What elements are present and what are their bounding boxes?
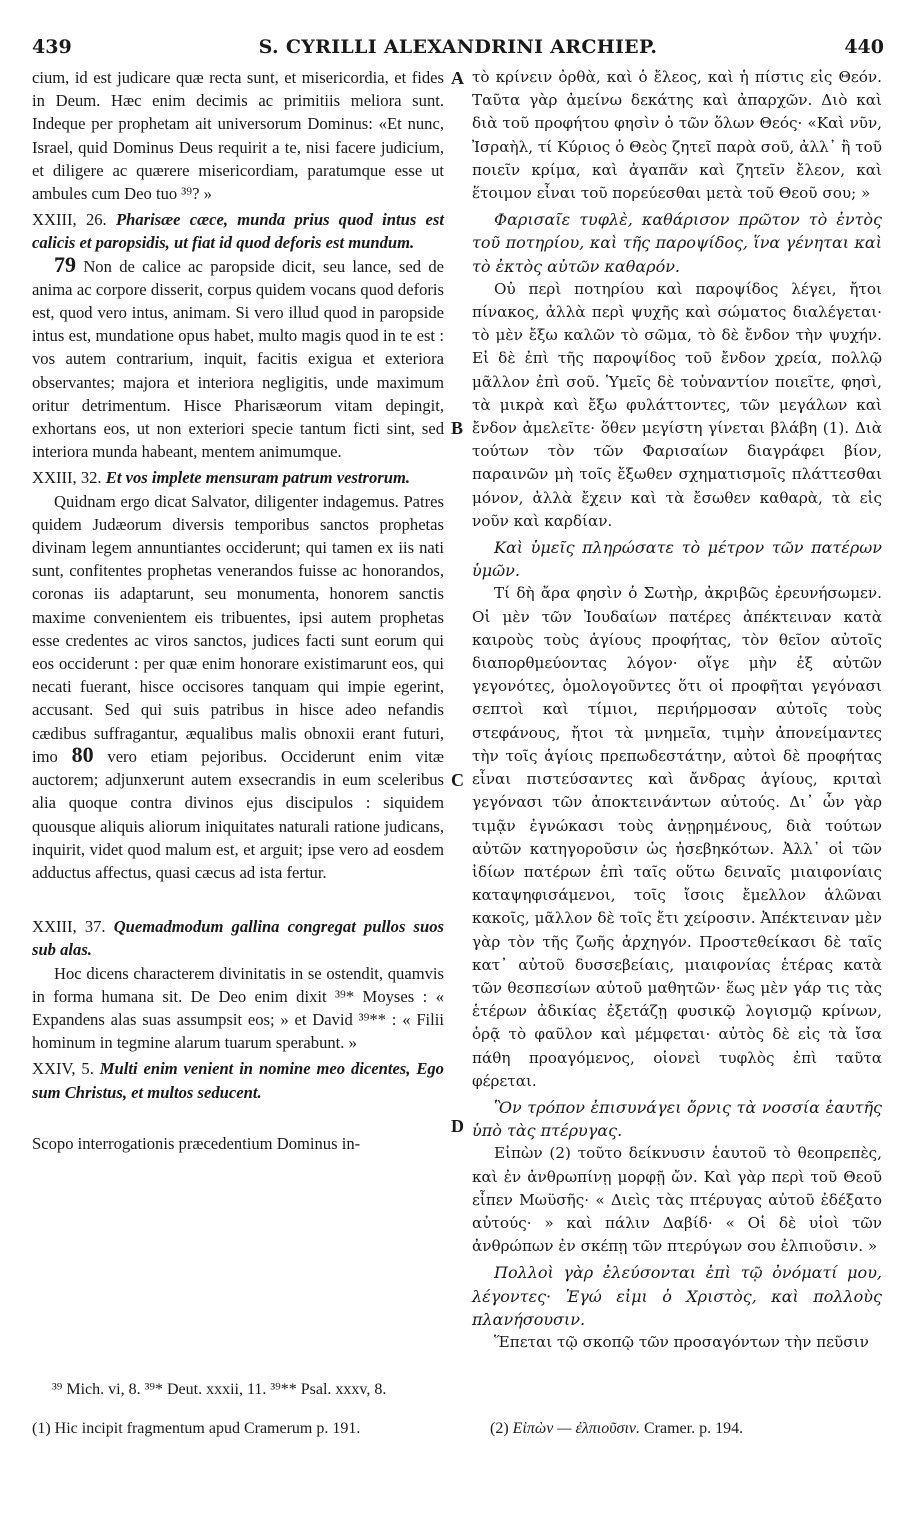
- lemma-reference: XXIV, 5.: [32, 1059, 94, 1079]
- greek-lemma: Πολλοὶ γὰρ ἐλεύσονται ἐπὶ τῷ ὀνόματί μου, λέγοντες· Ἐγώ εἰμι ὁ Χριστὸς, καὶ πολλοὺς πλανήσουσιν.: [472, 1263, 882, 1329]
- column-number-79: 79: [54, 251, 76, 277]
- lemma-reference: XXIII, 32.: [32, 468, 102, 488]
- lemma-text: Quemadmodum gallina congregat pullos suos sub alas.: [32, 917, 444, 960]
- latin-paragraph: cium, id est judicare quæ recta sunt, et misericordia, et fides in Deum. Hæc enim decimis ac primitiis meliora sunt. Indeque per prophetam ait universorum Dominus: «Et nunc, Israel, quid Dominus Deus requirit a te, nisi facere judicium, et diligere ac quærere misericordiam, paratumque esse ut ambules cum Deo tuo ³⁹? »: [32, 68, 444, 204]
- margin-letter-d: D: [451, 1116, 464, 1136]
- latin-paragraph-text: vero etiam pejoribus. Occiderunt enim vitæ auctorem; adjunxerunt autem exsecrandis in eum sceleribus alia quoque contra divinos ejus discipulos : siquidem quousque aliquis aliorum iniquitates naturali ratione judicans, inquirit, videt quod malum est, et arguit; ipse vero ad eosdem adductus affectus, quasi cæcus ad ista fertur.: [32, 746, 444, 882]
- margin-letter-c: C: [451, 770, 464, 790]
- page-number-right: 440: [844, 36, 884, 58]
- lemma-reference: XXIII, 37.: [32, 917, 106, 937]
- greek-lemma: Ὃν τρόπον ἐπισυνάγει ὄρνις τὰ νοσσία ἑαυτῆς ὑπὸ τὰς πτέρυγας.: [472, 1097, 882, 1141]
- column-number-80: 80: [71, 741, 94, 767]
- margin-letter-a: A: [451, 68, 464, 88]
- latin-lemma: [32, 466, 444, 489]
- latin-paragraph: [32, 490, 444, 884]
- lemma-text: Pharisæe cæce, munda prius quod intus est calicis et paropsidis, ut fiat id quod deforis est mundum.: [32, 210, 444, 253]
- latin-paragraph-text: Quidnam ergo dicat Salvator, diligenter indagemus. Patres quidem Judæorum diversis temporibus sanctos prophetas divinam legem annuntiantes occiderunt; qui tamen ex iis nati sunt, confitentes prophetas venerandos fuisse ac honorandos, coronas iis adaptarunt, seu monumenta, honorem sanctis maxime convenientem eis tribuentes, ipsi autem prophetas esse credentes ac viros sanctos, judices facti sunt eorum qui eos occiderunt : per quæ enim honorare existimarunt eos, qui necati fuerant, hisce occisores tanquam qui impie egerint, accusant. Sed qui suis patribus in hisce adeo nefandis cædibus suffragantur, æqualibus malis obnoxii erant futuri, imo: [32, 491, 444, 766]
- latin-lemma: [32, 208, 444, 254]
- running-header: [32, 36, 884, 62]
- scripture-references: ³⁹ Mich. vi, 8. ³⁹* Deut. xxxii, 11. ³⁹** Psal. xxxv, 8.: [52, 1381, 387, 1398]
- footnote-right: [490, 1418, 890, 1440]
- lemma-text: Multi enim venient in nomine meo dicentes, Ego sum Christus, et multos seducent.: [32, 1059, 444, 1102]
- greek-paragraph: Οὐ περὶ ποτηρίου καὶ παροψίδος λέγει, ἤτοι πίνακος, ἀλλὰ περὶ ψυχῆς καὶ σώματος διαλέγεται· τὸ μὲν ἔξω καλῶν τὸ σῶμα, τὸ δὲ ἔνδον τὴν ψυχήν. Εἰ δὲ ἐπὶ τῆς παροψίδος τοῦ ἔνδον χρεία, πολλῷ μᾶλλον ἐπὶ σοῦ. Ὑμεῖς δὲ τοὐναντίον ποιεῖτε, φησὶ, τὰ μικρὰ καὶ ἔξω φυλάττοντες, τῶν μεγάλων καὶ ἔνδον ἀμελεῖτε· ὅθεν μεγίστη γίνεται βλάβη (1). Διὰ τούτων τὸν τῶν Φαρισαίων διαγράφει βίον, παραινῶν μὴ τοῖς ἔξωθεν σχηματισμοῖς πλάττεσθαι μόνον, ἀλλὰ ἔχειν καὶ τὰ ἔσωθεν καθαρὰ, τὰ εἰς νοῦν καὶ καρδίαν.: [472, 279, 882, 530]
- latin-lemma: [32, 1057, 444, 1103]
- footnote-quoted-range: Εἰπὼν — ἐλπιοῦσιν.: [512, 1420, 640, 1437]
- latin-paragraph: [32, 251, 444, 464]
- latin-paragraph: Scopo interrogationis præcedentium Dominus in-: [32, 1133, 361, 1153]
- footnote-marker: (2): [490, 1420, 513, 1437]
- greek-paragraph: Τί δὴ ἄρα φησὶν ὁ Σωτὴρ, ἀκριβῶς ἐρευνήσωμεν. Οἱ μὲν τῶν Ἰουδαίων πατέρες ἀπέκτειναν κατὰ καιροὺς τοὺς ἁγίους προφήτας, τὸν θεῖον αὐτοῖς διαπορθμεύοντας λόγον· οἵγε μὴν ἐξ αὐτῶν γεγονότες, ὁμολογοῦντες ὅτι οἱ προφῆται γεγόνασι σεπτοὶ καὶ τίμιοι, περιήρμοσαν αὐτοῖς τοὺς στεφάνους, ἤτοι τὰ μνημεῖα, τιμὴν ἀπονείμαντες τὴν τοῖς ἁγίοις πρεπωδεστάτην, αὐτοὶ δὲ προφήτας εἶναι πιστεύσαντες καὶ ἄνδρας ἁγίους, κριταὶ γεγόνασι τῶν ἀποκτεινάντων αὐτούς. Δι᾽ ὧν γὰρ τιμᾷν ἐγνώκασι τοὺς ἀνῃρημένους, διὰ τούτων αὐτῶν κατηγοροῦσιν ὡς ἠσεβηκότων. Ἀλλ᾽ οἱ τῶν ἰδίων πατέρων ἐπὶ ταῖς οὕτω δειναῖς μιαιφονίαις καταψηφισάμενοι, τοῖς ἴσοις ἔμελλον ἁλῶναι κακοῖς, μᾶλλον δὲ τοῖς ἔτι χείροσιν. Ἀπέκτειναν μὲν γὰρ τὸν τῆς ζωῆς ἀρχηγόν. Προστεθείκασι δὲ ταῖς κατ᾽ αὐτοῦ δυσσεβείαις, μιαιφονίας ἑτέρας κατὰ τῶν θεσπεσίων αὐτοῦ μαθητῶν· ἕως μὲν γάρ τις τὰς ἑτέρων ἀδικίας ἐξετάζῃ φυσικῷ λογισμῷ κρίνων, ὁρᾷ τὸ φαῦλον καὶ μέμφεται· αὐτὸς δὲ εἰς τὰ ἴσα πάθη προαγόμενος, οἱονεὶ τυφλὸς ἐπὶ ταῦτα φέρεται.: [472, 584, 882, 1090]
- latin-paragraph-text: Non de calice ac paropside dicit, seu lance, sed de anima ac corpore disserit, corpus quidem vocans quod deforis est, quod vero intus, animam. Si vero illud quod in paropside intus est, mundatione opus habet, multo magis quod in te est : vos autem contrarium, inquit, facitis exigua et exteriora observantes; majora et interiora negligitis, unde maximum oritur detrimentum. Hisce Pharisæorum vitam depingit, exhortans eos, ut non exteriori specie tantum ficti sint, sed interiora munda habeant, mentem animumque.: [32, 256, 444, 462]
- greek-paragraph: Ἕπεται τῷ σκοπῷ τῶν προσαγόντων τὴν πεῦσιν: [494, 1332, 869, 1351]
- latin-paragraph: Hoc dicens characterem divinitatis in se ostendit, quamvis in forma humana sit. De Deo enim dixit ³⁹* Moyses : « Expandens alas suas assumpsit eos; » et David ³⁹** : « Filii hominum in tegmine alarum tuarum sperabunt. »: [32, 963, 444, 1053]
- footnote-source: Cramer. p. 194.: [640, 1420, 744, 1437]
- greek-lemma: Καὶ ὑμεῖς πληρώσατε τὸ μέτρον τῶν πατέρων ὑμῶν.: [472, 538, 882, 581]
- greek-lemma: Φαρισαῖε τυφλὲ, καθάρισον πρῶτον τὸ ἐντὸς τοῦ ποτηρίου, καὶ τῆς παροψίδος, ἵνα γένηται καὶ τὸ ἐκτὸς αὐτῶν καθαρόν.: [472, 210, 882, 276]
- greek-column: [472, 66, 882, 1354]
- latin-lemma: [32, 915, 444, 961]
- latin-column: [32, 66, 444, 1155]
- footnote-left: (1) Hic incipit fragmentum apud Cramerum p. 191.: [32, 1420, 361, 1437]
- lemma-reference: XXIII, 26.: [32, 210, 107, 230]
- greek-paragraph: Εἰπὼν (2) τοῦτο δείκνυσιν ἑαυτοῦ τὸ θεοπρεπὲς, καὶ ἐν ἀνθρωπίνῃ μορφῇ ὤν. Καὶ γὰρ περὶ τοῦ Θεοῦ εἶπεν Μωϋσῆς· « Διεὶς τὰς πτέρυγας αὐτοῦ ἐδέξατο αὐτούς· » καὶ πάλιν Δαβίδ· « Οἱ δὲ υἱοὶ τῶν ἀνθρώπων ἐν σκέπῃ τῶν πτερύγων σου ἐλπιοῦσιν. »: [472, 1144, 882, 1256]
- lemma-text: Et vos implete mensuram patrum vestrorum.: [105, 468, 410, 488]
- margin-letter-b: B: [451, 418, 464, 438]
- greek-paragraph: τὸ κρίνειν ὀρθὰ, καὶ ὁ ἔλεος, καὶ ἡ πίστις εἰς Θεόν. Ταῦτα γὰρ ἀμείνω δεκάτης καὶ ἀπαρχῶν. Διὸ καὶ διὰ τοῦ προφήτου φησὶν ὁ τῶν ὅλων Θεός· «Καὶ νῦν, Ἰσραὴλ, τί Κύριος ὁ Θεὸς ζητεῖ παρὰ σοῦ, ἀλλ᾽ ἢ τοῦ ποιεῖν κρίμα, καὶ ἀγαπᾶν καὶ ζητεῖν ἔλεον, καὶ ἕτοιμον εἶναι τοῦ πορεύεσθαι μετὰ τοῦ Θεοῦ σου; »: [472, 68, 882, 203]
- running-title: S. CYRILLI ALEXANDRINI ARCHIEP.: [258, 36, 658, 58]
- page-number-left: 439: [32, 36, 72, 58]
